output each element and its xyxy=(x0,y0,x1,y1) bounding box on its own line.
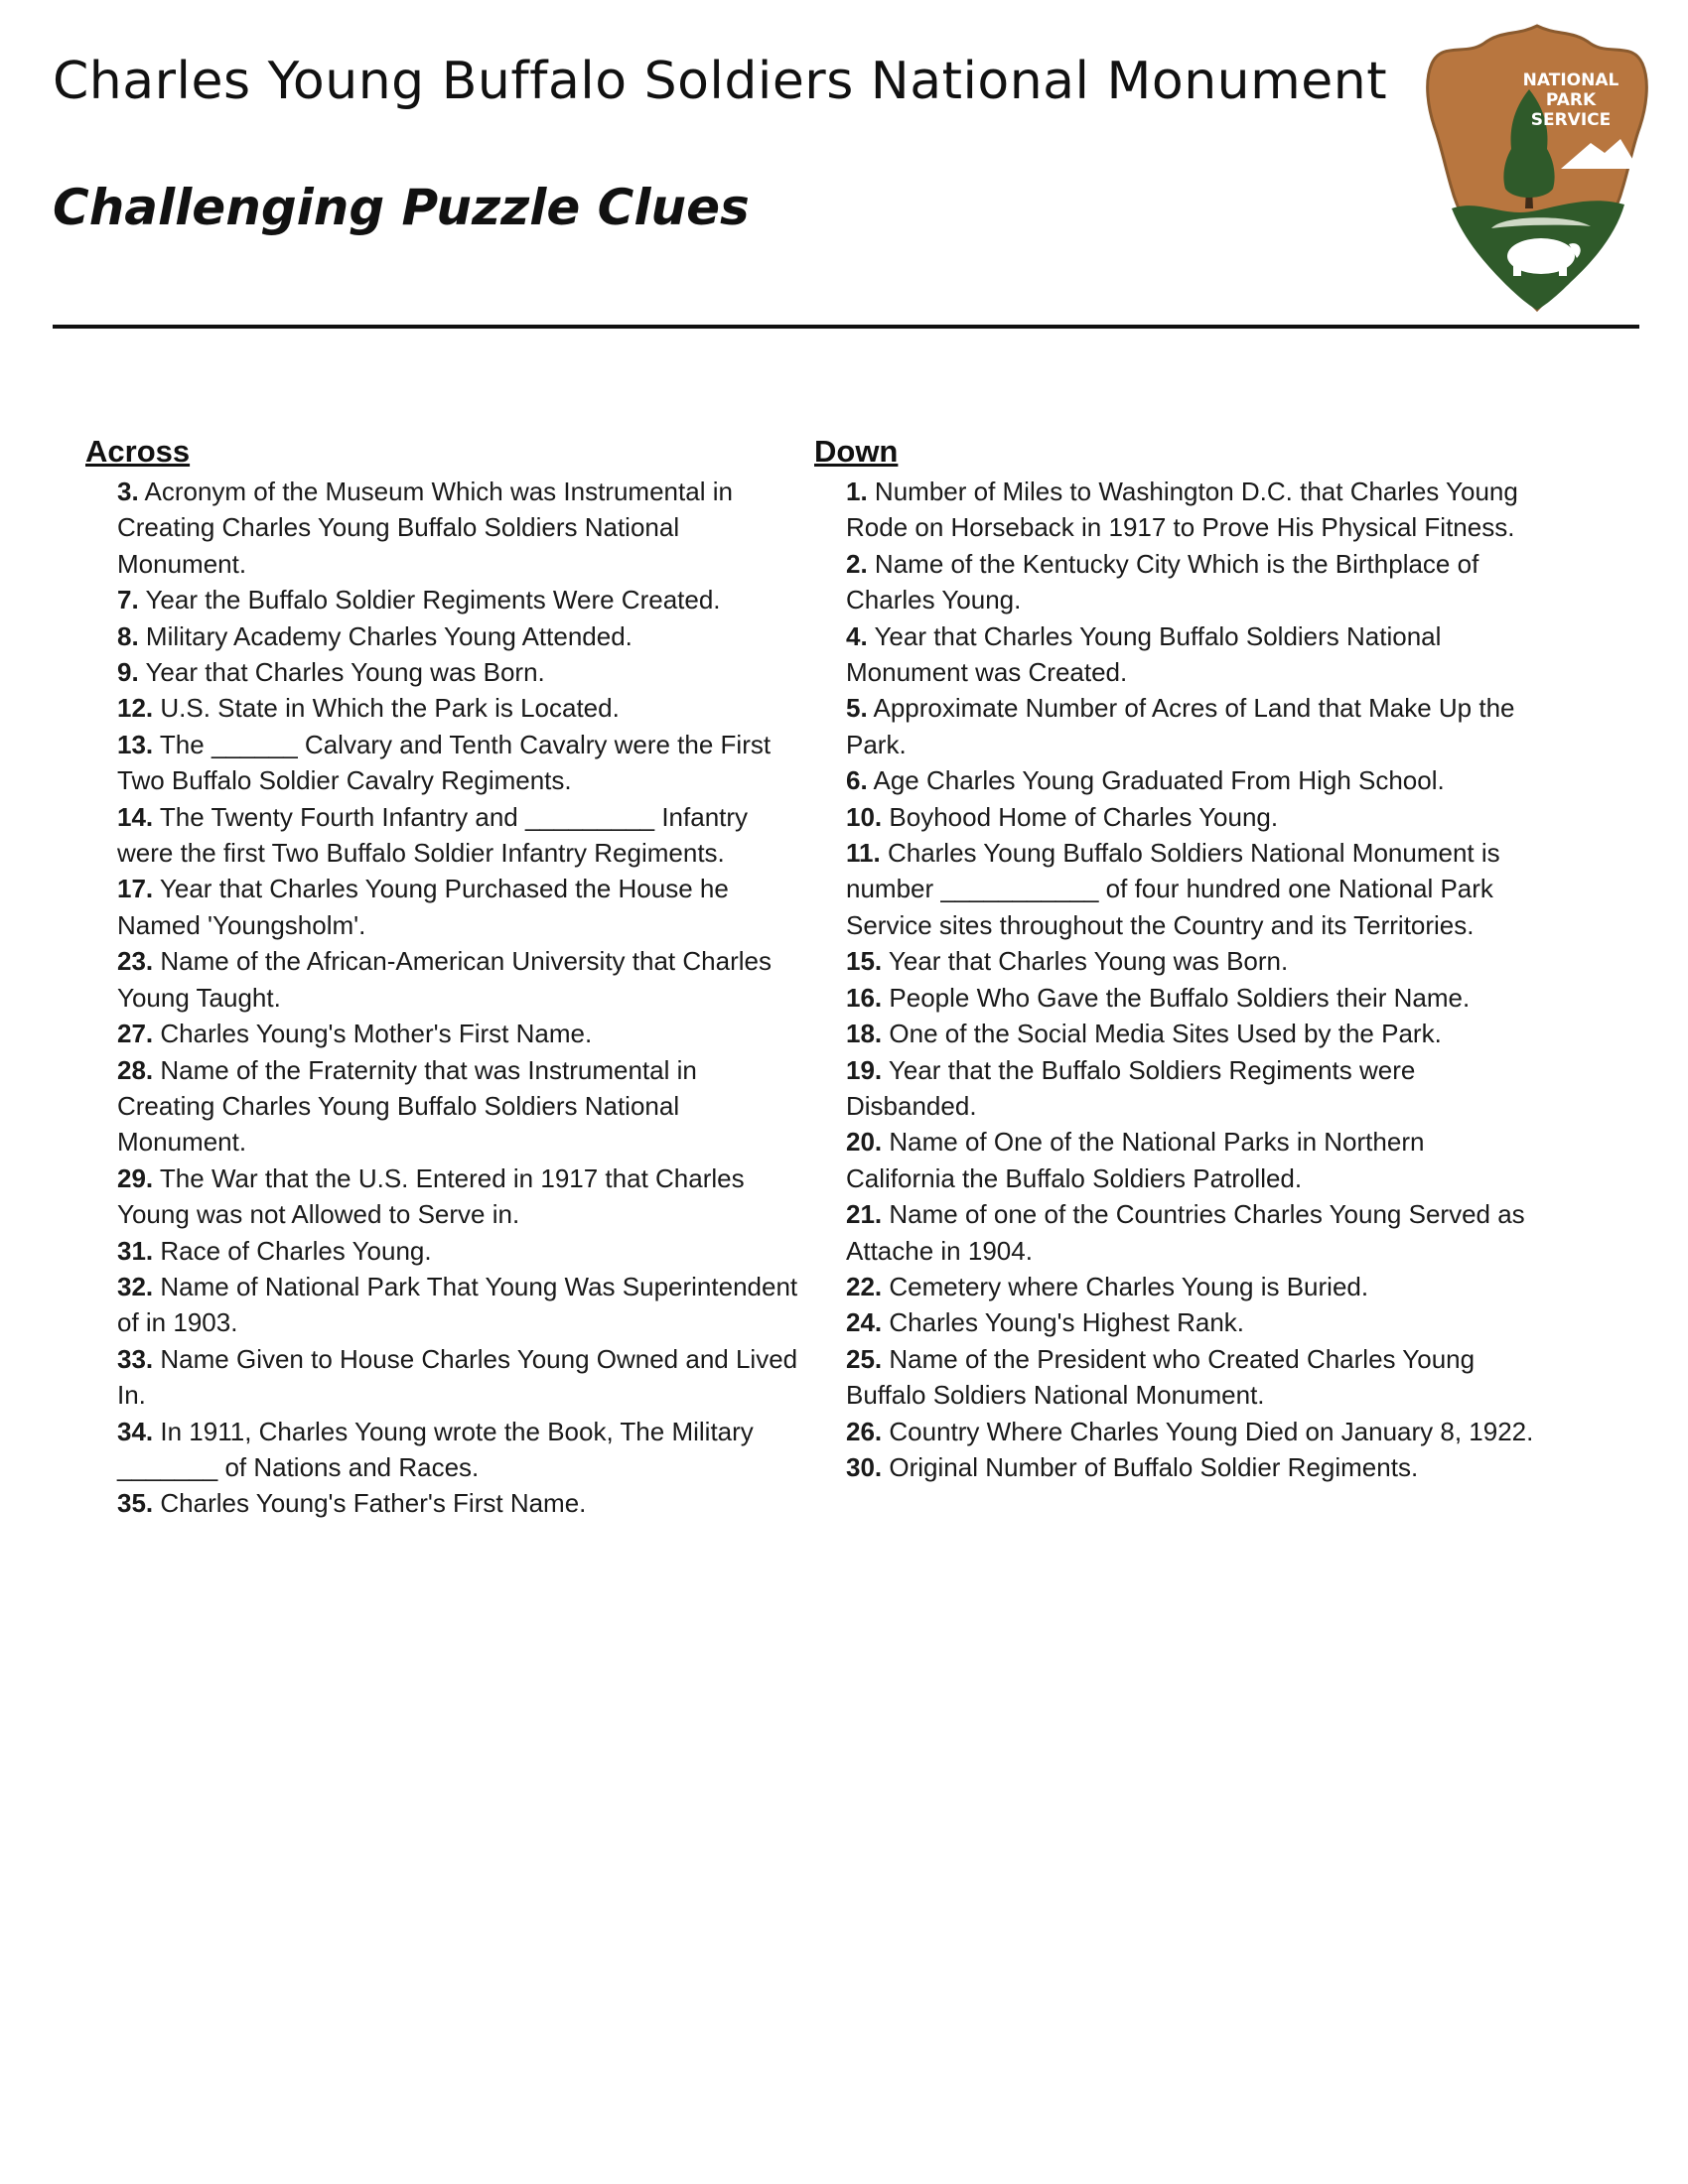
across-clue: 29. The War that the U.S. Entered in 1917 that Charles Young was not Allowed to Serve in. xyxy=(117,1162,745,1230)
down-clue: 22. Cemetery where Charles Young is Buried. xyxy=(846,1271,1369,1301)
down-clue: 18. One of the Social Media Sites Used by the Park. xyxy=(846,1019,1442,1049)
down-clue: 25. Name of the President who Created Charles Young Buffalo Soldiers National Monument. xyxy=(846,1343,1476,1411)
down-column xyxy=(814,434,1539,1485)
across-clue: 12. U.S. State in Which the Park is Located. xyxy=(117,693,620,724)
down-clue: 6. Age Charles Young Graduated From High School. xyxy=(846,765,1445,796)
down-clue: 20. Name of One of the National Parks in Northern California the Buffalo Soldiers Patrolled. xyxy=(846,1127,1425,1193)
across-clue: 8. Military Academy Charles Young Attended. xyxy=(117,620,633,651)
down-clue: 10. Boyhood Home of Charles Young. xyxy=(846,801,1279,832)
across-clue: 14. The Twenty Fourth Infantry and _________ Infantry were the first Two Buffalo Soldier Infantry Regiments. xyxy=(117,801,749,869)
across-clue: 31. Race of Charles Young. xyxy=(117,1235,432,1266)
down-clue: 4. Year that Charles Young Buffalo Soldiers National Monument was Created. xyxy=(846,620,1442,688)
page-subtitle: Challenging Puzzle Clues xyxy=(53,179,750,236)
down-clue: 16. People Who Gave the Buffalo Soldiers their Name. xyxy=(846,982,1471,1013)
across-clue: 7. Year the Buffalo Soldier Regiments Were Created. xyxy=(117,585,721,615)
header-divider xyxy=(53,325,1639,329)
down-clue: 11. Charles Young Buffalo Soldiers National Monument is number ___________ of four hundred one National Park Service sites throughout the Country and its Territories. xyxy=(846,838,1500,940)
across-clue: 32. Name of National Park That Young Was Superintendent of in 1903. xyxy=(117,1271,798,1338)
down-clue: 5. Approximate Number of Acres of Land that Make Up the Park. xyxy=(846,693,1515,759)
across-clue: 33. Name Given to House Charles Young Owned and Lived In. xyxy=(117,1343,798,1411)
down-clue-list xyxy=(814,474,1539,1485)
across-clue: 27. Charles Young's Mother's First Name. xyxy=(117,1019,593,1049)
down-clue: 1. Number of Miles to Washington D.C. that Charles Young Rode on Horseback in 1917 to Prove His Physical Fitness. xyxy=(846,477,1518,543)
down-heading: Down xyxy=(814,434,899,469)
down-clue: 21. Name of one of the Countries Charles Young Served as Attache in 1904. xyxy=(846,1199,1525,1266)
down-clue: 2. Name of the Kentucky City Which is the Birthplace of Charles Young. xyxy=(846,548,1479,615)
across-clue: 17. Year that Charles Young Purchased the House he Named 'Youngsholm'. xyxy=(117,874,729,940)
logo-text-service: SERVICE xyxy=(1530,110,1612,130)
across-clue: 23. Name of the African-American University that Charles Young Taught. xyxy=(117,946,772,1013)
across-column xyxy=(85,434,800,1522)
down-clue: 15. Year that Charles Young was Born. xyxy=(846,946,1289,977)
page-title: Charles Young Buffalo Soldiers National Monument xyxy=(53,52,1388,111)
down-clue: 30. Original Number of Buffalo Soldier Regiments. xyxy=(846,1451,1419,1482)
across-clue-list xyxy=(85,474,800,1522)
down-clue: 19. Year that the Buffalo Soldiers Regiments were Disbanded. xyxy=(846,1054,1416,1121)
logo-text-national: NATIONAL xyxy=(1522,70,1619,90)
across-clue: 34. In 1911, Charles Young wrote the Book, The Military _______ of Nations and Races. xyxy=(117,1416,754,1482)
logo-text-park: PARK xyxy=(1545,90,1597,110)
across-clue: 9. Year that Charles Young was Born. xyxy=(117,657,545,688)
across-clue: 28. Name of the Fraternity that was Instrumental in Creating Charles Young Buffalo Soldiers National Monument. xyxy=(117,1054,697,1158)
national-park-service-arrowhead-icon xyxy=(1422,20,1652,314)
down-clue: 24. Charles Young's Highest Rank. xyxy=(846,1307,1245,1338)
down-clue: 26. Country Where Charles Young Died on January 8, 1922. xyxy=(846,1416,1534,1446)
across-clue: 35. Charles Young's Father's First Name. xyxy=(117,1488,587,1519)
across-clue: 13. The ______ Calvary and Tenth Cavalry were the First Two Buffalo Soldier Cavalry Regiments. xyxy=(117,729,772,796)
across-clue: 3. Acronym of the Museum Which was Instrumental in Creating Charles Young Buffalo Soldiers National Monument. xyxy=(117,477,733,579)
across-heading: Across xyxy=(85,434,191,469)
